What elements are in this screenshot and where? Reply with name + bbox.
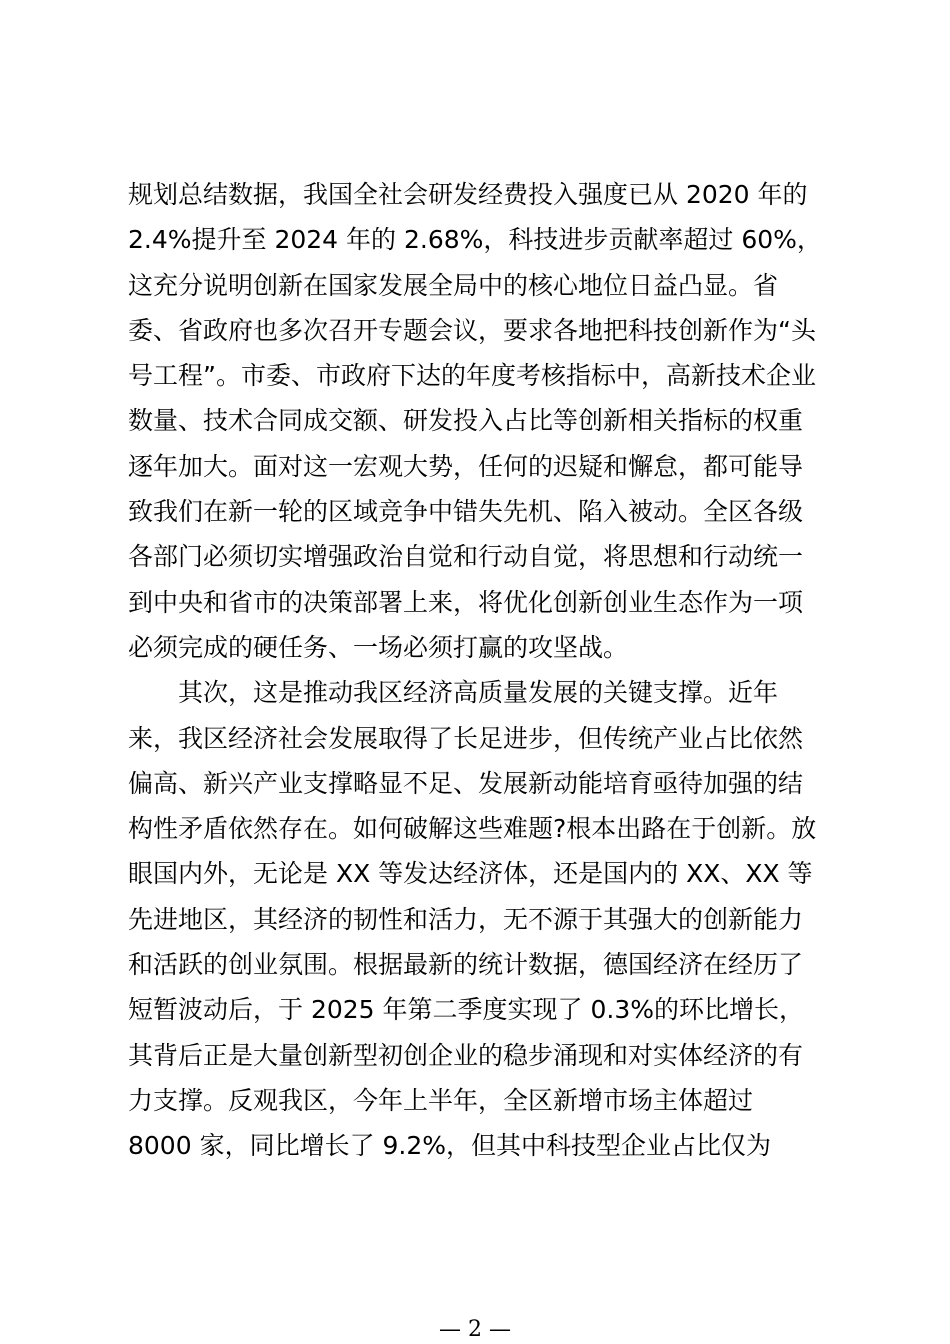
text-line: 各部门必须切实增强政治自觉和行动自觉，将思想和行动统一 — [128, 542, 804, 572]
page-number: — 2 — — [439, 1317, 511, 1342]
text-line: 必须完成的硬任务、一场必须打赢的攻坚战。 — [128, 632, 629, 662]
text-line: 其背后正是大量创新型初创企业的稳步涌现和对实体经济的有 — [128, 1040, 804, 1070]
text-line: 这充分说明创新在国家发展全局中的核心地位日益凸显。省 — [128, 270, 779, 300]
text-line: 2.4%提升至 2024 年的 2.68%，科技进步贡献率超过 60%， — [128, 225, 822, 255]
text-line: 构性矛盾依然存在。如何破解这些难题?根本出路在于创新。放 — [128, 814, 817, 844]
text-line: 号工程”。市委、市政府下达的年度考核指标中，高新技术企业 — [128, 361, 816, 391]
body-text — [128, 172, 838, 1169]
text-line: 到中央和省市的决策部署上来，将优化创新创业生态作为一项 — [128, 587, 804, 617]
text-line: 委、省政府也多次召开专题会议，要求各地把科技创新作为“头 — [128, 315, 816, 345]
text-line: 先进地区，其经济的韧性和活力，无不源于其强大的创新能力 — [128, 904, 804, 934]
text-line: 规划总结数据，我国全社会研发经费投入强度已从 2020 年的 — [128, 180, 808, 209]
text-line: 和活跃的创业氛围。根据最新的统计数据，德国经济在经历了 — [128, 950, 804, 980]
text-line: 偏高、新兴产业支撑略显不足、发展新动能培育亟待加强的结 — [128, 768, 804, 798]
text-line: 力支撑。反观我区，今年上半年，全区新增市场主体超过 — [128, 1085, 754, 1115]
text-line: 逐年加大。面对这一宏观大势，任何的迟疑和懈怠，都可能导 — [128, 451, 804, 481]
text-line: 眼国内外，无论是 XX 等发达经济体，还是国内的 XX、XX 等 — [128, 859, 813, 889]
text-line: 短暂波动后，于 2025 年第二季度实现了 0.3%的环比增长， — [128, 995, 804, 1025]
paragraph-start-line: 其次，这是推动我区经济高质量发展的关键支撑。近年 — [128, 678, 779, 708]
text-line: 8000 家，同比增长了 9.2%，但其中科技型企业占比仅为 — [128, 1131, 772, 1161]
text-line: 来，我区经济社会发展取得了长足进步，但传统产业占比依然 — [128, 723, 804, 753]
text-line: 致我们在新一轮的区域竞争中错失先机、陷入被动。全区各级 — [128, 497, 804, 527]
text-line: 数量、技术合同成交额、研发投入占比等创新相关指标的权重 — [128, 406, 804, 436]
